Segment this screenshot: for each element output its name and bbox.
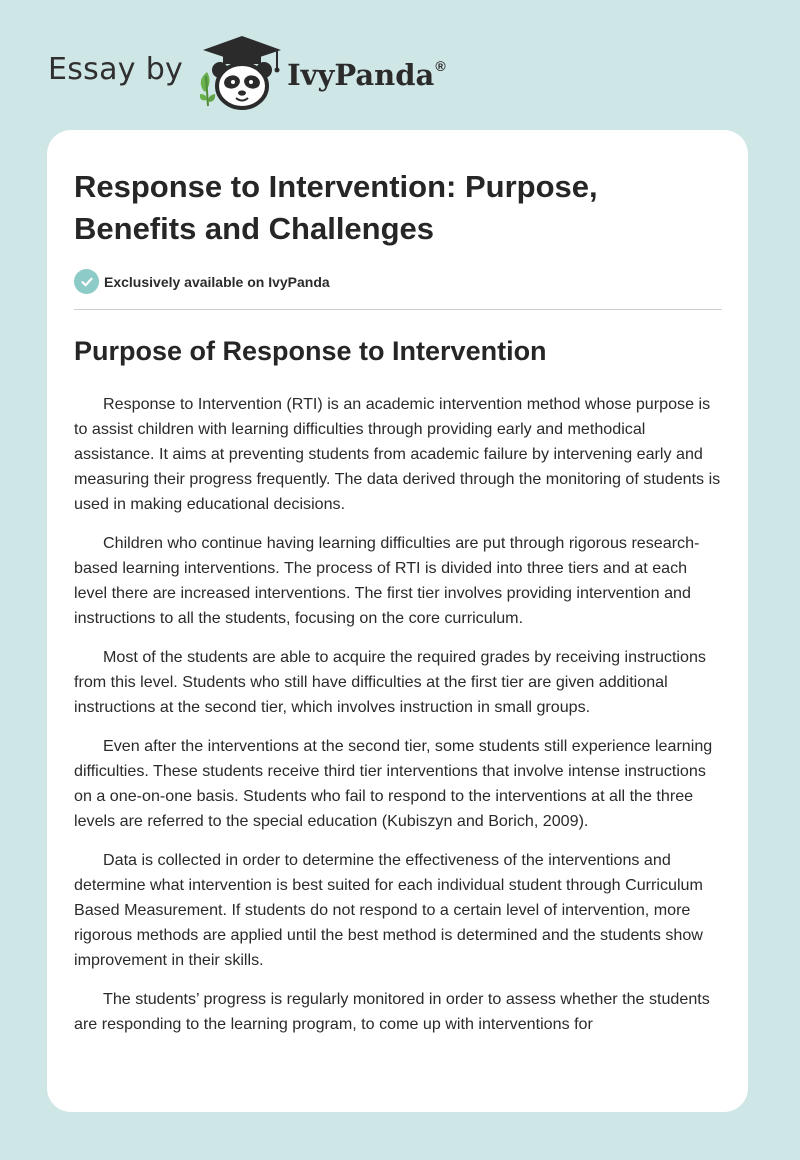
- paragraph-5: Data is collected in order to determine the effectiveness of the interventions and determine what intervention is best suited for each individual student through Curriculum Based Measurement. If students do not respond to a certain level of intervention, more rigorous methods are applied until the best method is determined and the students show improvement in their skills.: [74, 851, 703, 969]
- divider: [74, 309, 722, 310]
- paragraph-3: Most of the students are able to acquire the required grades by receiving instructions from this level. Students who still have difficulties at the first tier are given additional instructions at the second tier, which involves instruction in small groups.: [74, 648, 706, 716]
- check-circle-icon: [74, 269, 99, 294]
- article-card: [47, 130, 748, 1112]
- paragraph-1: Response to Intervention (RTI) is an academic intervention method whose purpose is to assist children with learning difficulties through providing early and methodical assistance. It aims at preventing students from academic failure by intervening early and measuring their progress frequently. The data derived through the monitoring of students is used in making educational decisions.: [74, 395, 721, 513]
- article-title: Response to Intervention: Purpose, Benefits and Challenges: [74, 169, 598, 246]
- paragraph-4: Even after the interventions at the second tier, some students still experience learning difficulties. These students receive third tier interventions that involve intense instructions on a one-on-one basis. Students who fail to respond to the interventions at all the three levels are referred to the special education (Kubiszyn and Borich, 2009).: [74, 737, 713, 830]
- essay-by-label: Essay by: [48, 51, 184, 87]
- exclusive-label: Exclusively available on IvyPanda: [104, 273, 330, 290]
- brand-name-text: IvyPanda: [287, 58, 435, 92]
- registered-mark: ®: [435, 58, 446, 74]
- paragraph-6: The students’ progress is regularly monitored in order to assess whether the students are responding to the learning program, to come up with interventions for: [74, 990, 710, 1033]
- paragraph-2: Children who continue having learning difficulties are put through rigorous research-based learning interventions. The process of RTI is divided into three tiers and at each level there are increased interventions. The first tier involves providing intervention and instructions to all the students, focusing on the core curriculum.: [74, 534, 700, 627]
- section-heading: Purpose of Response to Intervention: [74, 336, 547, 366]
- panda-graduate-icon[interactable]: [197, 32, 287, 114]
- brand-name[interactable]: [287, 58, 446, 92]
- exclusive-badge: [74, 269, 722, 294]
- site-header: [48, 30, 748, 116]
